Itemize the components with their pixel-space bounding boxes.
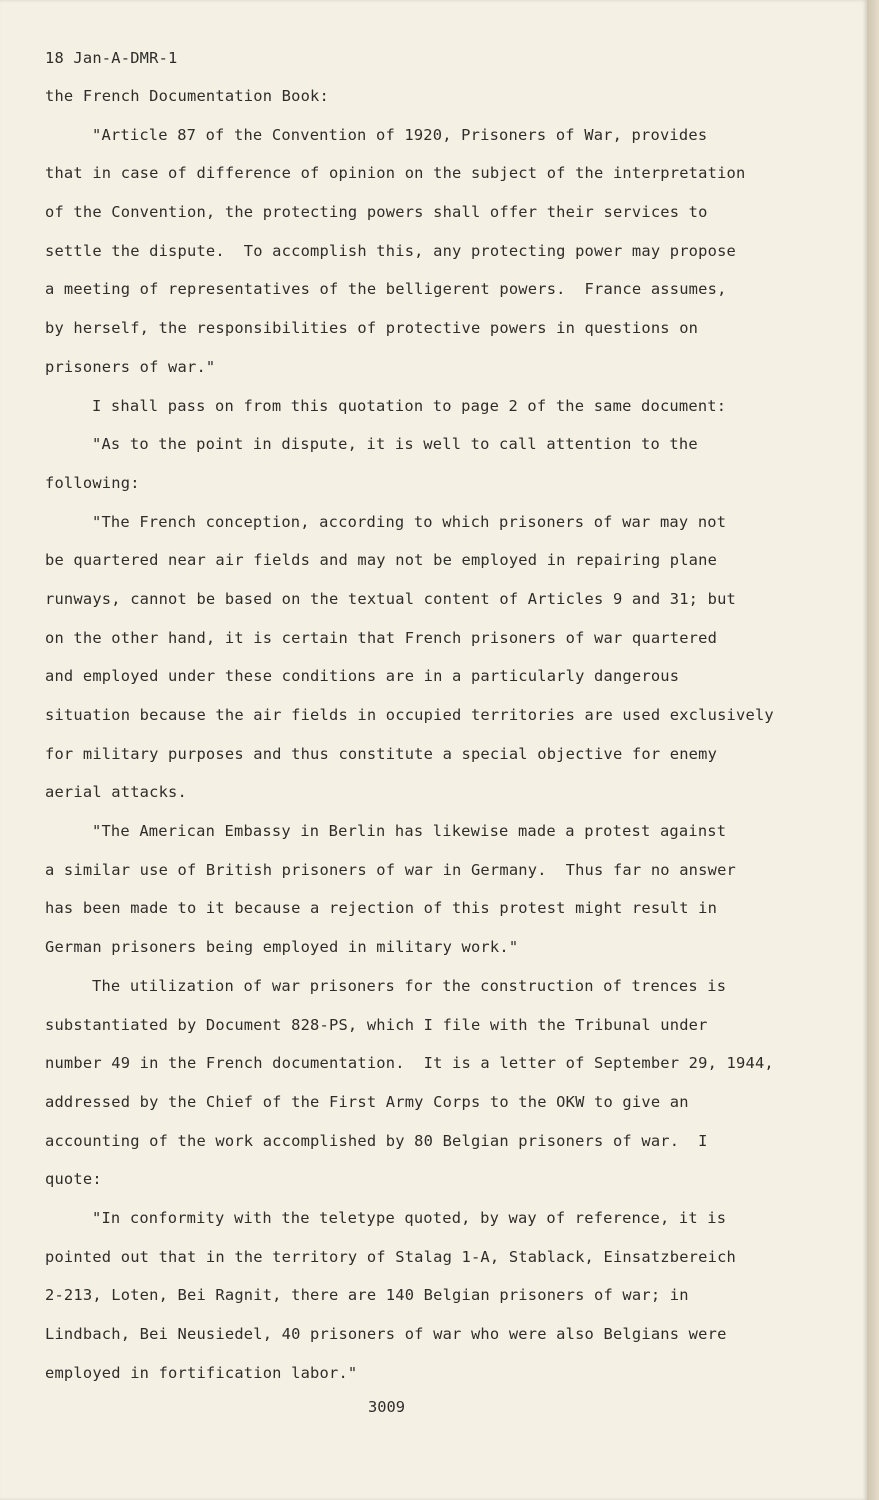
text-line: following: xyxy=(45,473,140,492)
text-line: and employed under these conditions are in a particularly dangerous xyxy=(45,667,680,686)
text-line: German prisoners being employed in military work." xyxy=(45,938,519,957)
text-line: a meeting of representatives of the belligerent powers. France assumes, xyxy=(45,280,727,299)
text-line: Lindbach, Bei Neusiedel, 40 prisoners of war who were also Belgians were xyxy=(45,1325,727,1343)
text-line: 2-213, Loten, Bei Ragnit, there are 140 Belgian prisoners of war; in xyxy=(45,1286,689,1305)
text-line: "As to the point in dispute, it is well to call attention to the xyxy=(92,435,698,454)
text-line: "In conformity with the teletype quoted, by way of reference, it is xyxy=(92,1208,727,1227)
text-line: "The French conception, according to which prisoners of war may not xyxy=(92,512,727,531)
text-line: a similar use of British prisoners of war in Germany. Thus far no answer xyxy=(45,860,737,879)
text-line: be quartered near air fields and may not be employed in repairing plane xyxy=(45,551,718,570)
text-line: I shall pass on from this quotation to page 2 of the same document: xyxy=(92,396,727,415)
text-line: on the other hand, it is certain that French prisoners of war quartered xyxy=(45,628,718,647)
text-line: employed in fortification labor." xyxy=(45,1363,358,1382)
text-line: "Article 87 of the Convention of 1920, Prisoners of War, provides xyxy=(92,125,708,144)
text-line: quote: xyxy=(45,1170,102,1189)
text-line: has been made to it because a rejection of this protest might result in xyxy=(45,899,718,918)
paper-edge xyxy=(867,0,879,1500)
page-number: 3009 xyxy=(368,1398,406,1416)
text-line: the French Documentation Book: xyxy=(45,87,329,105)
text-line: The utilization of war prisoners for the construction of trences is xyxy=(92,976,727,995)
text-line: pointed out that in the territory of Stalag 1-A, Stablack, Einsatzbereich xyxy=(45,1247,737,1266)
text-line: that in case of difference of opinion on the subject of the interpretation xyxy=(45,164,746,183)
text-line: by herself, the responsibilities of protective powers in questions on xyxy=(45,319,699,338)
text-line: runways, cannot be based on the textual content of Articles 9 and 31; but xyxy=(45,589,737,608)
text-line: for military purposes and thus constitute a special objective for enemy xyxy=(45,744,718,763)
document-header: 18 Jan-A-DMR-1 xyxy=(45,49,178,67)
text-line: number 49 in the French documentation. It is a letter of September 29, 1944, xyxy=(45,1054,774,1073)
text-line: situation because the air fields in occupied territories are used exclusively xyxy=(45,706,774,724)
text-line: "The American Embassy in Berlin has likewise made a protest against xyxy=(92,822,727,841)
text-line: addressed by the Chief of the First Army Corps to the OKW to give an xyxy=(45,1092,689,1111)
text-line: of the Convention, the protecting powers shall offer their services to xyxy=(45,203,708,222)
text-line: aerial attacks. xyxy=(45,783,187,802)
text-line: accounting of the work accomplished by 80 Belgian prisoners of war. I xyxy=(45,1131,708,1150)
text-line: prisoners of war." xyxy=(45,357,216,376)
text-line: substantiated by Document 828-PS, which I file with the Tribunal under xyxy=(45,1015,708,1034)
document-body xyxy=(45,44,805,1397)
text-line: settle the dispute. To accomplish this, any protecting power may propose xyxy=(45,241,737,260)
